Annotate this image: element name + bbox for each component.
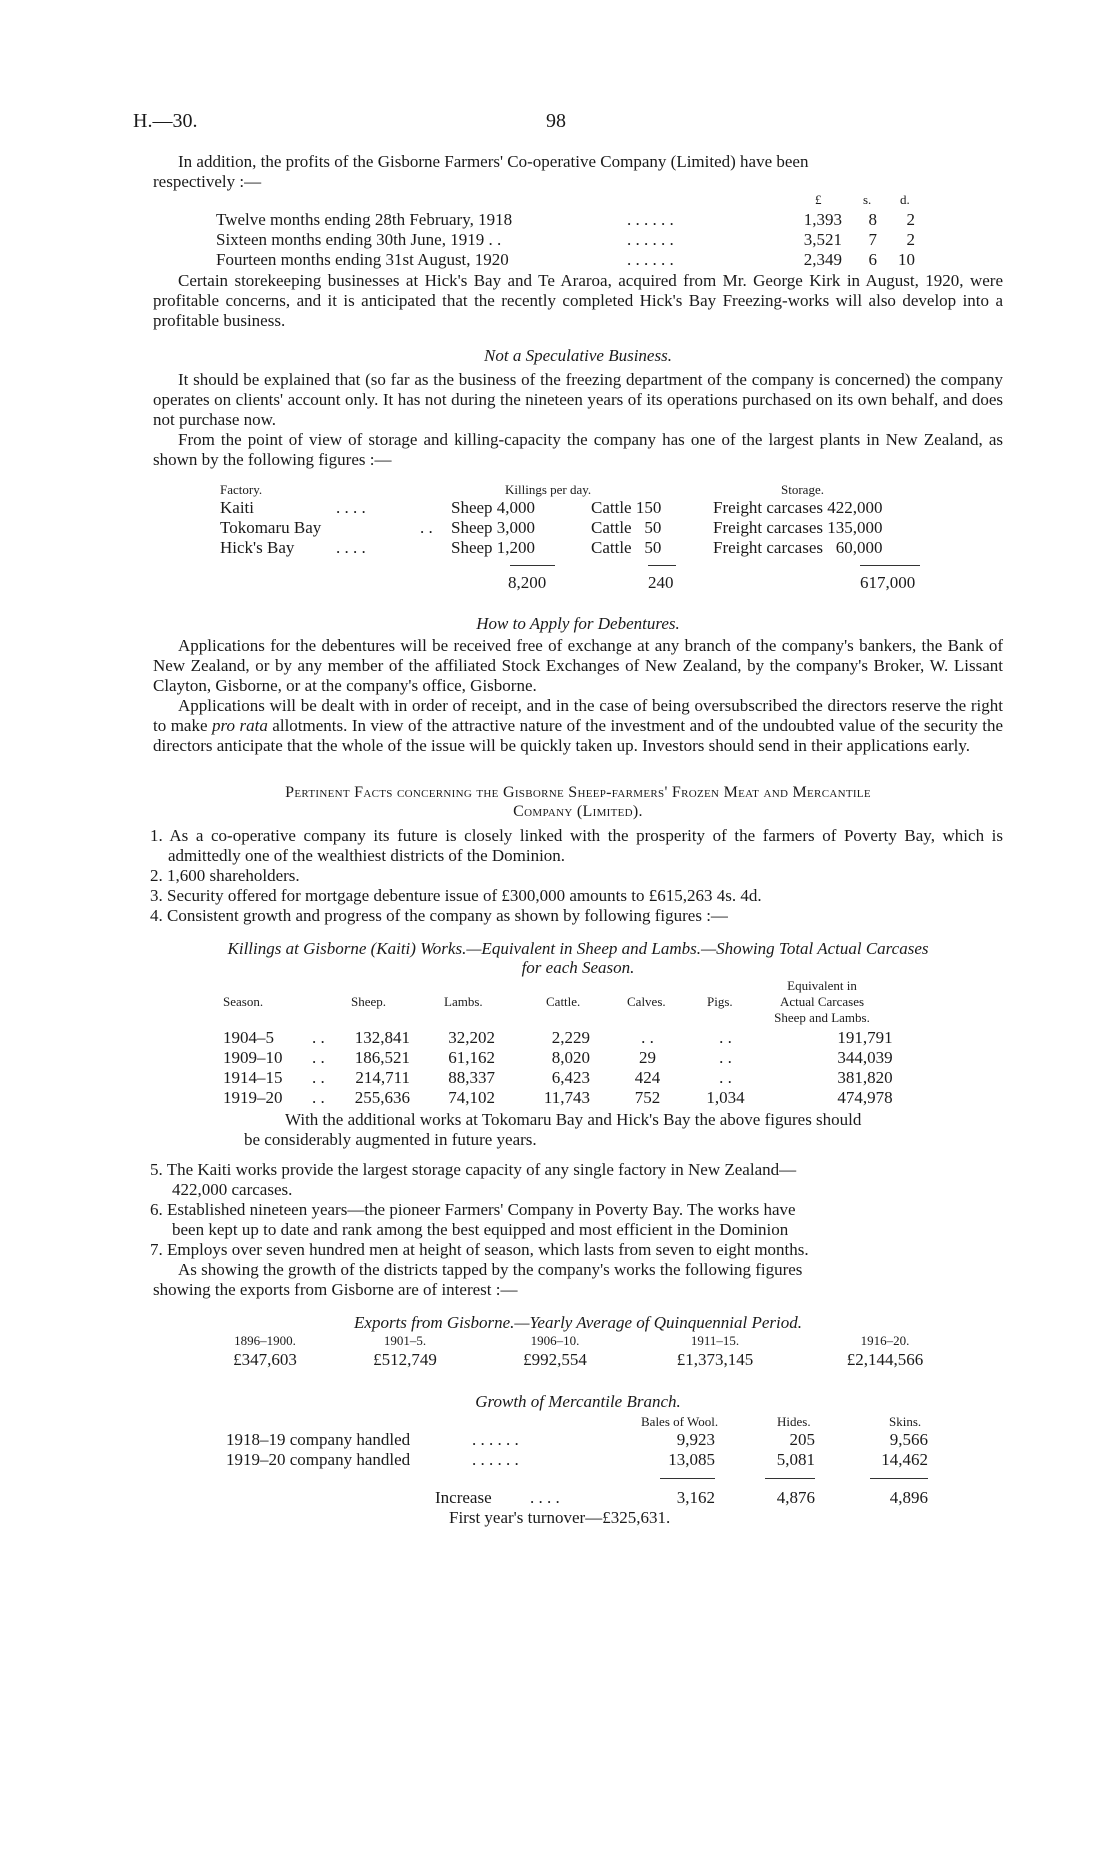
season: 1909–10 (223, 1048, 283, 1067)
killings-note-1: With the additional works at Tokomaru Bay and Hick's Bay the above figures should (285, 1110, 862, 1129)
fact-item-7: 7. Employs over seven hundred men at height of season, which lasts from seven to eight months. (150, 1240, 809, 1259)
calves-value: . . (641, 1028, 654, 1047)
col-cattle: Cattle. (546, 994, 581, 1009)
apply-text: Applications will be dealt with in order of receipt, and in the case of being oversubscribed the directors reserve the right to make (153, 696, 1003, 735)
increase-skins: 4,896 (889, 1488, 928, 1507)
heading-speculative: Not a Speculative Business. (484, 346, 672, 365)
wool-value: 9,923 (676, 1430, 715, 1449)
lambs-value: 74,102 (448, 1088, 495, 1107)
equivalent-value: 344,039 (837, 1048, 893, 1067)
lambs-value: 61,162 (448, 1048, 495, 1067)
pigs-value: . . (719, 1048, 732, 1067)
rule-storage-total (860, 565, 920, 566)
pigs-value: 1,034 (706, 1088, 745, 1107)
col-season: Season. (223, 994, 264, 1009)
col-killings: Killings per day. (505, 482, 592, 497)
profit-shillings: 6 (868, 250, 877, 269)
increase-wool: 3,162 (676, 1488, 715, 1507)
fact-item-1: 1. As a co-operative company its future is closely linked with the prosperity of the farmers of Poverty Bay, which is admittedly one of the wealthiest districts of the Dominion. (150, 826, 1003, 865)
col-eq-2: Actual Carcases (779, 994, 865, 1009)
wool-value: 13,085 (668, 1450, 715, 1469)
season: 1919–20 (223, 1088, 283, 1107)
mercantile-label: 1919–20 company handled (226, 1450, 411, 1469)
col-lambs: Lambs. (444, 994, 483, 1009)
rule-sheep-total (510, 565, 555, 566)
killings-caption-2: for each Season. (521, 958, 635, 977)
fact-item-5-cont: 422,000 carcases. (172, 1180, 293, 1199)
equivalent-value: 474,978 (837, 1088, 893, 1107)
profit-shillings: 8 (868, 210, 877, 229)
col-eq-3: Sheep and Lambs. (774, 1010, 870, 1025)
hides-value: 5,081 (776, 1450, 815, 1469)
document-reference: H.—30. (133, 110, 198, 132)
col-storage: Storage. (781, 482, 824, 497)
total-cattle: 240 (648, 573, 674, 592)
season: 1914–15 (223, 1068, 283, 1087)
profit-pounds: 2,349 (803, 250, 842, 269)
cattle-value: 6,423 (551, 1068, 590, 1087)
skins-value: 9,566 (889, 1430, 928, 1449)
apply-paragraph-2 (153, 696, 1003, 756)
fact-item-6: 6. Established nineteen years—the pioneer Farmers' Company in Poverty Bay. The works have (150, 1200, 796, 1219)
heading-apply: How to Apply for Debentures. (476, 614, 680, 633)
export-value: £992,554 (523, 1350, 587, 1369)
equivalent-value: 191,791 (837, 1028, 893, 1047)
apply-paragraph-1: Applications for the debentures will be received free of exchange at any branch of the company's bankers, the Bank of New Zealand, or by any member of the affiliated Stock Exchanges of New Zealand, by the company's Broker, W. Lissant Clayton, Gisborne, or at the company's office, Gisborne. (153, 636, 1003, 695)
pro-rata-text: pro rata (212, 716, 268, 735)
col-factory: Factory. (220, 482, 263, 497)
export-value: £1,373,145 (676, 1350, 754, 1369)
page-number: 98 (546, 110, 566, 132)
speculative-paragraph-2: From the point of view of storage and killing-capacity the company has one of the largest plants in New Zealand, as shown by the following figures :— (153, 430, 1003, 469)
sheep-value: 186,521 (354, 1048, 410, 1067)
profit-pounds: 1,393 (803, 210, 842, 229)
exports-caption: Exports from Gisborne.—Yearly Average of Quinquennial Period. (354, 1313, 802, 1332)
rule-skins (870, 1478, 928, 1479)
col-pounds: £ (815, 192, 822, 207)
increase-label: Increase (435, 1488, 492, 1507)
facts-title-line-1: Pertinent Facts concerning the Gisborne Sheep-farmers' Frozen Meat and Mercantile (285, 784, 871, 801)
rule-wool (660, 1478, 715, 1479)
fact-item-6-cont: been kept up to date and rank among the best equipped and most efficient in the Dominion (172, 1220, 789, 1239)
storekeeping-paragraph: Certain storekeeping businesses at Hick's Bay and Te Araroa, acquired from Mr. George Kirk in August, 1920, were profitable concerns, and it is anticipated that the recently completed Hick's Bay Freezing-works will also develop into a profitable business. (153, 271, 1003, 330)
leader-dots: . . . . . . (627, 210, 674, 229)
equivalent-value: 381,820 (837, 1068, 893, 1087)
leader-dots: . . . . . . (627, 250, 674, 269)
leader-dots: . . . . (530, 1488, 560, 1507)
first-year-turnover: First year's turnover—£325,631. (449, 1508, 671, 1527)
growth-line-2: showing the exports from Gisborne are of interest :— (153, 1280, 518, 1299)
leader-dots: . . . . . . (472, 1450, 519, 1469)
fact-item-3: 3. Security offered for mortgage debenture issue of £300,000 amounts to £615,263 4s. 4d. (150, 886, 762, 905)
increase-hides: 4,876 (776, 1488, 815, 1507)
sheep-value: 255,636 (354, 1088, 410, 1107)
pigs-value: . . (719, 1068, 732, 1087)
col-skins: Skins. (889, 1414, 922, 1429)
hides-value: 205 (789, 1430, 815, 1449)
rule-cattle-total (648, 565, 676, 566)
cattle-value: 8,020 (551, 1048, 590, 1067)
growth-line-1: As showing the growth of the districts tapped by the company's works the following figures (178, 1260, 803, 1279)
calves-value: 752 (634, 1088, 661, 1107)
calves-value: 424 (634, 1068, 661, 1087)
factory-storage: Freight carcases 60,000 (713, 538, 883, 557)
calves-value: 29 (639, 1048, 656, 1067)
profit-label: Twelve months ending 28th February, 1918 (216, 210, 513, 229)
season: 1904–5 (223, 1028, 274, 1047)
intro-line-2: respectively :— (153, 172, 262, 191)
leader-dots: . . . . (336, 538, 366, 557)
factory-sheep: Sheep 1,200 (451, 538, 536, 557)
mercantile-label: 1918–19 company handled (226, 1430, 411, 1449)
export-period: 1916–20. (860, 1333, 910, 1348)
col-calves: Calves. (627, 994, 666, 1009)
factory-storage: Freight carcases 422,000 (713, 498, 883, 517)
speculative-paragraph-1: It should be explained that (so far as the business of the freezing department of the company is concerned) the company operates on clients' account only. It has not during the nineteen years of its operations purchased on its own behalf, and does not purchase now. (153, 370, 1003, 429)
factory-name: Tokomaru Bay (220, 518, 322, 537)
profit-pence: 2 (906, 230, 915, 249)
factory-sheep: Sheep 4,000 (451, 498, 536, 517)
leader-dots: . . . . (336, 498, 366, 517)
fact-item-4: 4. Consistent growth and progress of the company as shown by following figures :— (150, 906, 728, 925)
cattle-value: 11,743 (543, 1088, 590, 1107)
factory-storage: Freight carcases 135,000 (713, 518, 883, 537)
leader-dots: . . . . . . (472, 1430, 519, 1449)
rule-hides (765, 1478, 815, 1479)
export-value: £2,144,566 (846, 1350, 924, 1369)
leader-dots: . . (420, 518, 433, 537)
skins-value: 14,462 (881, 1450, 928, 1469)
lambs-value: 88,337 (448, 1068, 495, 1087)
col-sheep: Sheep. (351, 994, 387, 1009)
fact-item-2: 2. 1,600 shareholders. (150, 866, 300, 885)
killings-caption-1: Killings at Gisborne (Kaiti) Works.—Equivalent in Sheep and Lambs.—Showing Total Actual Carcases (227, 939, 929, 958)
pigs-value: . . (719, 1028, 732, 1047)
export-value: £512,749 (373, 1350, 437, 1369)
lambs-value: 32,202 (448, 1028, 495, 1047)
sheep-value: 214,711 (355, 1068, 410, 1087)
col-eq-1: Equivalent in (787, 978, 857, 993)
factory-name: Kaiti (220, 498, 254, 517)
export-period: 1901–5. (383, 1333, 427, 1348)
factory-cattle: Cattle 50 (591, 518, 662, 537)
leader-dots: . . . . . . (627, 230, 674, 249)
col-hides: Hides. (777, 1414, 811, 1429)
col-pence: d. (900, 192, 910, 207)
profit-label: Fourteen months ending 31st August, 1920 (216, 250, 509, 269)
profit-shillings: 7 (868, 230, 877, 249)
export-value: £347,603 (233, 1350, 297, 1369)
fact-item-5: 5. The Kaiti works provide the largest storage capacity of any single factory in New Zealand— (150, 1160, 797, 1179)
factory-name: Hick's Bay (220, 538, 295, 557)
col-wool: Bales of Wool. (641, 1414, 719, 1429)
factory-sheep: Sheep 3,000 (451, 518, 536, 537)
total-storage: 617,000 (860, 573, 916, 592)
factory-cattle: Cattle 50 (591, 538, 662, 557)
apply-text: allotments. In view of the attractive nature of the investment and of the undoubted value of the security the directors anticipate that the whole of the issue will be quickly taken up. Investors should send in their applications early. (153, 716, 1003, 755)
export-period: 1906–10. (530, 1333, 580, 1348)
facts-title-line-2: Company (Limited). (513, 803, 643, 820)
export-period: 1896–1900. (234, 1333, 296, 1348)
killings-note-2: be considerably augmented in future years. (244, 1130, 537, 1149)
intro-line-1: In addition, the profits of the Gisborne Farmers' Co-operative Company (Limited) have been (178, 152, 809, 171)
mercantile-caption: Growth of Mercantile Branch. (475, 1392, 681, 1411)
profit-pounds: 3,521 (803, 230, 842, 249)
sheep-value: 132,841 (354, 1028, 410, 1047)
col-pigs: Pigs. (707, 994, 733, 1009)
profit-label: Sixteen months ending 30th June, 1919 . . (216, 230, 502, 249)
col-shillings: s. (863, 192, 872, 207)
export-period: 1911–15. (690, 1333, 740, 1348)
total-sheep: 8,200 (508, 573, 547, 592)
profit-pence: 10 (898, 250, 915, 269)
factory-cattle: Cattle 150 (591, 498, 662, 517)
profit-pence: 2 (906, 210, 915, 229)
cattle-value: 2,229 (551, 1028, 590, 1047)
